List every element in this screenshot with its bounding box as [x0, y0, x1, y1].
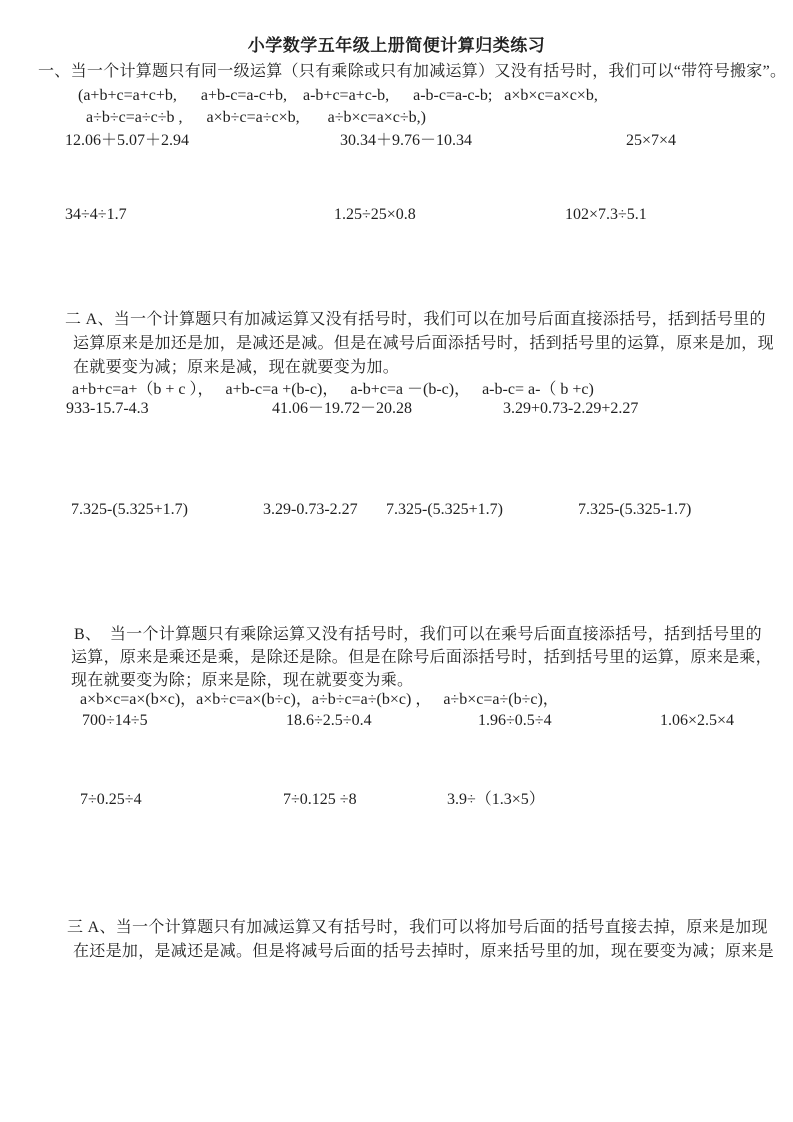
section3a-intro-line-2: 在还是加，是减还是减。但是将减号后面的括号去掉时，原来括号里的加，现在要变为减；原来是: [73, 943, 774, 960]
problem-expression: 102×7.3÷5.1: [565, 206, 647, 223]
problem-expression: 34÷4÷1.7: [65, 206, 127, 223]
problem-expression: 1.25÷25×0.8: [334, 206, 416, 223]
problem-expression: 3.9÷（1.3×5）: [447, 791, 545, 808]
problem-expression: 933-15.7-4.3: [66, 400, 149, 417]
problem-expression: 25×7×4: [626, 132, 677, 149]
section1-intro: 一、当一个计算题只有同一级运算（只有乘除或只有加减运算）又没有括号时，我们可以“带符号搬家”。: [38, 63, 787, 80]
section2a-intro-line-1: 二 A、当一个计算题只有加减运算又没有括号时，我们可以在加号后面直接添括号，括到括号里的: [65, 311, 766, 328]
section2b-intro-line-3: 现在就要变为除；原来是除，现在就要变为乘。: [71, 672, 414, 689]
problem-expression: 7÷0.25÷4: [80, 791, 142, 808]
problem-expression: 7.325-(5.325-1.7): [578, 501, 692, 518]
section2b-intro-line-2: 运算，原来是乘还是乘，是除还是除。但是在除号后面添括号时，括到括号里的运算，原来是乘，: [71, 649, 772, 666]
section2b-formula-line: a×b×c=a×(b×c)，a×b÷c=a×(b÷c)，a÷b÷c=a÷(b×c) ， a÷b×c=a÷(b÷c)，: [80, 691, 559, 708]
problem-expression: 1.06×2.5×4: [660, 712, 735, 729]
problem-expression: 3.29+0.73-2.29+2.27: [503, 400, 639, 417]
problem-expression: 12.06＋5.07＋2.94: [65, 132, 190, 149]
problem-expression: 30.34＋9.76－10.34: [340, 132, 473, 149]
problem-expression: 7.325-(5.325+1.7): [71, 501, 189, 518]
section1-formula-line-2: a÷b÷c=a÷c÷b , a×b÷c=a÷c×b, a÷b×c=a×c÷b,): [86, 109, 426, 126]
section2a-formula-line: a+b+c=a+（b + c ）， a+b-c=a +(b-c)， a-b+c=a －(b-c)， a-b-c= a-（ b +c): [72, 381, 594, 398]
problem-expression: 1.96÷0.5÷4: [478, 712, 552, 729]
problem-expression: 18.6÷2.5÷0.4: [286, 712, 372, 729]
problem-expression: 3.29-0.73-2.27: [263, 501, 358, 518]
section2a-intro-line-2: 运算原来是加还是加，是减还是减。但是在减号后面添括号时，括到括号里的运算，原来是加，现: [73, 335, 774, 352]
problem-expression: 41.06－19.72－20.28: [272, 400, 413, 417]
section3a-intro-line-1: 三 A、当一个计算题只有加减运算又有括号时，我们可以将加号后面的括号直接去掉，原来是加现: [67, 919, 768, 936]
section1-formula-line-1: (a+b+c=a+c+b, a+b-c=a-c+b, a-b+c=a+c-b, a-b-c=a-c-b; a×b×c=a×c×b,: [78, 87, 598, 104]
problem-expression: 700÷14÷5: [82, 712, 148, 729]
problem-expression: 7.325-(5.325+1.7): [386, 501, 504, 518]
document-title: 小学数学五年级上册简便计算归类练习: [247, 36, 546, 55]
problem-expression: 7÷0.125 ÷8: [283, 791, 357, 808]
section2a-intro-line-3: 在就要变为减；原来是减，现在就要变为加。: [73, 359, 400, 376]
section2b-intro-line-1: B、 当一个计算题只有乘除运算又没有括号时，我们可以在乘号后面直接添括号，括到括号里的: [74, 626, 762, 643]
